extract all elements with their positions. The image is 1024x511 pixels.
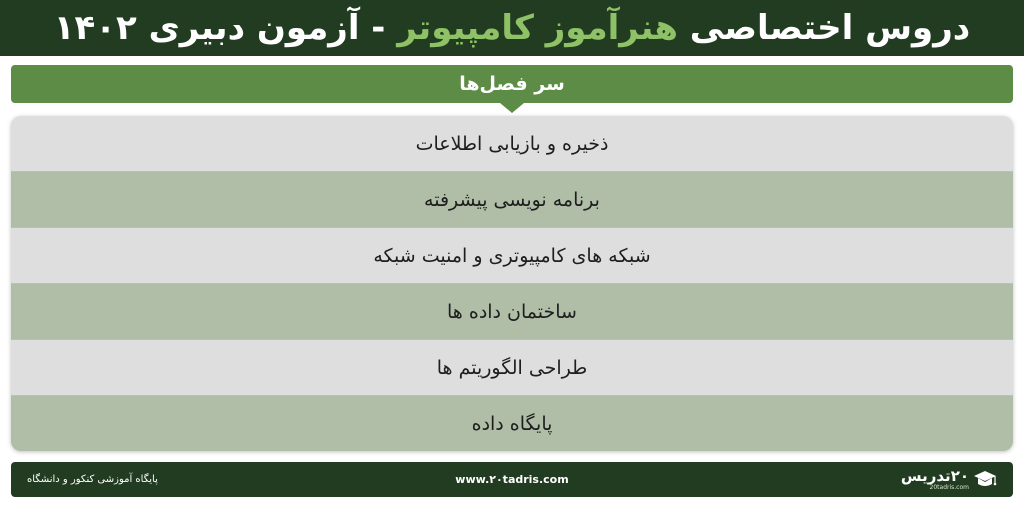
list-item-label: شبکه های کامپیوتری و امنیت شبکه	[373, 244, 651, 267]
list-item-label: ذخیره و بازیابی اطلاعات	[415, 132, 609, 155]
graduation-cap-icon	[973, 469, 997, 491]
title-accent: هنرآموز کامپیوتر	[397, 8, 678, 48]
footer-bar	[11, 462, 1013, 497]
list-item	[11, 116, 1013, 172]
page-title	[54, 8, 970, 48]
list-item-label: برنامه نویسی پیشرفته	[424, 188, 600, 211]
title-banner	[0, 0, 1024, 56]
logo-wordmark	[900, 466, 969, 491]
list-item-label: طراحی الگوریتم ها	[436, 356, 588, 379]
list-item	[11, 228, 1013, 284]
list-item	[11, 396, 1013, 451]
title-end: - آزمون دبیری ۱۴۰۲	[53, 8, 386, 48]
footer-tagline: پایگاه آموزشی کنکور و دانشگاه	[27, 474, 158, 485]
footer-url-link[interactable]: www.۲۰tadris.com	[455, 473, 569, 486]
list-item	[11, 172, 1013, 228]
list-item	[11, 340, 1013, 396]
chapters-label: سر فصل‌ها	[459, 73, 565, 95]
brand-logo[interactable]	[901, 465, 997, 494]
list-item-label: پایگاه داده	[471, 412, 553, 435]
list-item-label: ساختمان داده ها	[447, 300, 577, 323]
title-start: دروس اختصاصی	[689, 8, 971, 48]
logo-subtext: 20tadris.com	[929, 483, 969, 491]
logo-text: ۲۰تدریس	[900, 466, 969, 485]
list-item	[11, 284, 1013, 340]
chapters-header	[11, 65, 1013, 103]
chapters-list	[11, 116, 1013, 451]
